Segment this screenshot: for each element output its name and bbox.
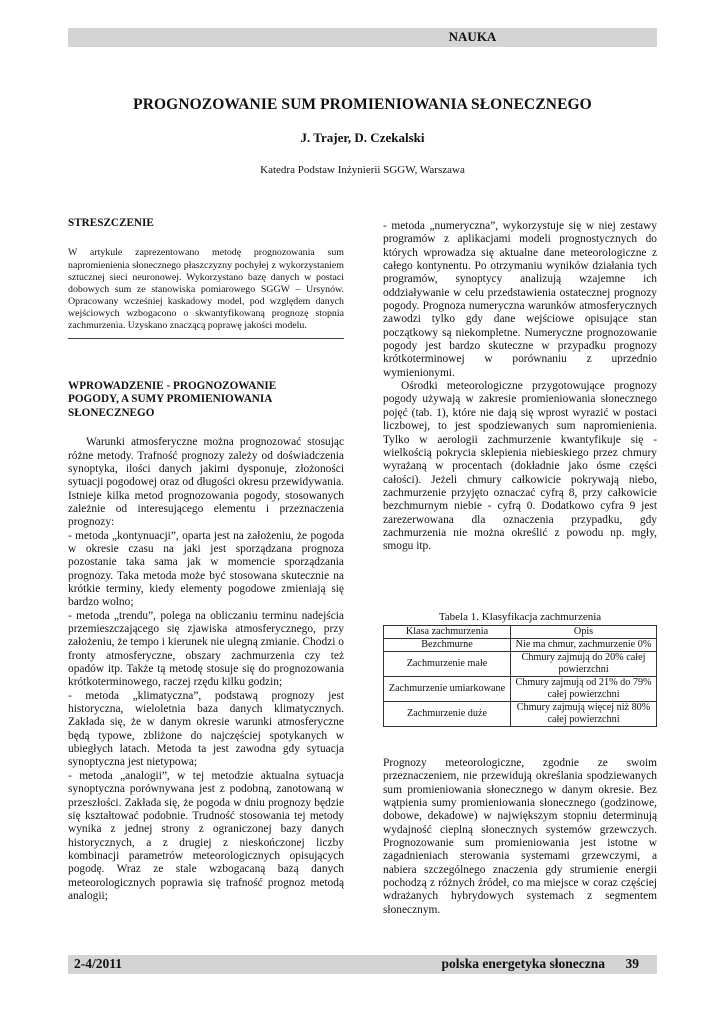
table-header-row [384, 626, 657, 639]
intro-heading: WPROWADZENIE - PROGNOZOWANIE POGODY, A SUMY PROMIENIOWANIA SŁONECZNEGO [68, 380, 277, 419]
abstract-divider [68, 338, 344, 339]
method-analogy: - metoda „analogii”, w tej metodzie aktualna sytuacja synoptyczna porównywana jest z podobną, zanotowaną w przeszłości. Zakłada się, że pogoda w dniu prognozy będzie się kształtować podobnie. Trudność stosowania tej metody wynika z jednej strony z ograniczonej bazy danych historycznych, a z drugiej z nieskończonej liczby kombinacji parametrów meteorologicznych opisujących pogodę. Wraz ze stale wzbogacaną bazą danych meteorologicznych poprawia się trafność prognoz metodą analogii; [68, 769, 344, 902]
abstract-heading: STRESZCZENIE [68, 217, 154, 229]
page-footer-bar [68, 955, 657, 974]
table-cell: Nie ma chmur, zachmurzenie 0% [511, 639, 657, 652]
journal-name: polska energetyka słoneczna [441, 956, 605, 971]
paragraph-meteo-centres: Ośrodki meteorologiczne przygotowujące prognozy pogody używają w zakresie promieniowania słonecznego pojęć (tab. 1), które nie dają się wprost wyrazić w postaci liczbowej, to jest spodziewanych sum napromienienia. Tylko w aerologii zachmurzenie kwantyfikuje się - wielkością pokrycia sklepienia niebieskiego przez chmury wyrażaną w procentach (dokładnie jako ósme części całości). Jeżeli chmury całkowicie pokrywają niebo, zachmurzenie przyjęto oznaczać cyfrą 8, przy całkowicie bezchmurnym niebie - cyfrą 0. Dodatkowo cyfra 9 jest zarezerwowana dla oznaczenia przypadku, gdy zachmurzenia nie można określić z powodu np. mgły, smogu itp. [383, 380, 657, 553]
left-column-body [68, 380, 344, 903]
section-label: NAUKA [448, 29, 497, 44]
author-affiliation: Katedra Podstaw Inżynierii SGGW, Warszawa [260, 164, 465, 176]
table-1-block [383, 611, 657, 727]
table-header-cell: Opis [511, 626, 657, 639]
cloud-classification-table [383, 625, 657, 727]
table-cell: Zachmurzenie małe [384, 652, 511, 677]
table-row [384, 702, 657, 727]
table-cell: Bezchmurne [384, 639, 511, 652]
table-1-caption: Tabela 1. Klasyfikacja zachmurzenia [438, 611, 602, 623]
paragraph-forecast-purpose: Prognozy meteorologiczne, zgodnie ze swoim przeznaczeniem, nie przewidują określania spodziewanych sum promieniowania słonecznego w danym okresie. Bez wątpienia sumy promieniowania słonecznego (godzinowe, dobowe, dekadowe) w największym stopniu determinują wydajność cieplną słonecznych systemów grzewczych. Prognozowanie sum promieniowania jest istotne w zagadnieniach sterowania systemami grzewczymi, a nabiera szczególnego znaczenia gdy strumienie energii pochodzą z różnych źródeł, co ma miejsce w coraz częściej wdrażanych hybrydowych systemach z segmentem słonecznym. [383, 757, 657, 916]
table-cell: Zachmurzenie umiarkowane [384, 677, 511, 702]
method-climatic: - metoda „klimatyczna”, podstawą prognozy jest historyczna, wieloletnia baza danych klimatycznych. Zakłada się, że w danym okresie warunki atmosferyczne będą typowe, zbliżone do najczęściej spotykanych w ubiegłych latach. Metoda ta jest zawodna gdy sytuacja synoptyczna jest nietypowa; [68, 689, 344, 769]
method-continuation: - metoda „kontynuacji”, oparta jest na założeniu, że pogoda w okresie czasu na jaki jest sporządzana prognoza pozostanie taka sama jak w momencie sporządzania prognozy. Taka metoda może być stosowana skutecznie na krótkie terminy, kiedy elementy pogodowe zmieniają się bardzo wolno; [68, 529, 344, 609]
section-header-bar [68, 28, 657, 47]
right-column [383, 220, 657, 554]
table-header-cell: Klasa zachmurzenia [384, 626, 511, 639]
table-row [384, 652, 657, 677]
table-row [384, 677, 657, 702]
table-cell: Chmury zajmują do 20% całej powierzchni [511, 652, 657, 677]
table-row [384, 639, 657, 652]
article-authors: J. Trajer, D. Czekalski [300, 130, 425, 145]
table-cell: Chmury zajmują od 21% do 79% całej powierzchni [511, 677, 657, 702]
left-column [68, 217, 344, 339]
abstract-text: W artykule zaprezentowano metodę prognozowania sum napromienienia słonecznego płaszczyzny pochyłej z wykorzystaniem sztucznej sieci neuronowej. Wykorzystano bazę danych w postaci dobowych sum ze stanowiska pomiarowego SGGW – Ursynów. Opracowany wcześniej kaskadowy model, pod względem danych wejściowych wzbogacono o skwantyfikowaną prognozę stopnia zachmurzenia. Uzyskano znaczącą poprawę jakości modelu. [68, 247, 344, 331]
intro-paragraph-1: Warunki atmosferyczne można prognozować stosując różne metody. Trafność prognozy zależy od doświadczenia synoptyka, ilości danych jakimi dysponuje, złożoności sytuacji pogodowej oraz od długości okresu przewidywania. Istnieje kilka metod prognozowania pogody, stosowanych zależnie od interesującego elementu i przeznaczenia prognozy: [68, 436, 344, 529]
issue-number: 2-4/2011 [74, 956, 123, 971]
article-title: PROGNOZOWANIE SUM PROMIENIOWANIA SŁONECZNEGO [133, 96, 592, 113]
table-cell: Chmury zajmują więcej niż 80% całej powierzchni [511, 702, 657, 727]
table-cell: Zachmurzenie duże [384, 702, 511, 727]
method-numerical: - metoda „numeryczna”, wykorzystuje się w niej zestawy programów z aplikacjami modeli prognostycznych do których wprowadza się aktualne dane meteorologiczne z całego kontynentu. Po otrzymaniu wyników działania tych programów, synoptycy analizują wzajemne ich oddziaływanie w celu przedstawienia ostatecznej prognozy pogody. Prognoza numeryczna warunków atmosferycznych zawodzi tylko gdy dane wejściowe opisujące stan początkowy są niekompletne. Numeryczne prognozowanie pogody jest bardzo skuteczne w przypadku prognozy krótkoterminowej w porównaniu z uprzednio wymienionymi. [383, 220, 657, 379]
page-number: 39 [625, 956, 639, 971]
method-trend: - metoda „trendu”, polega na obliczaniu terminu nadejścia przemieszczającego się zjawiska atmosferycznego, przy założeniu, że tempo i kierunek nie ulegną zmianie. Chodzi o fronty atmosferyczne, obszary zachmurzenia czy też opadów itp. Także tą metodę stosuje się do prognozowania krótkoterminowego, raczej rzędu kilku godzin; [68, 609, 344, 689]
right-column-bottom [383, 757, 657, 917]
